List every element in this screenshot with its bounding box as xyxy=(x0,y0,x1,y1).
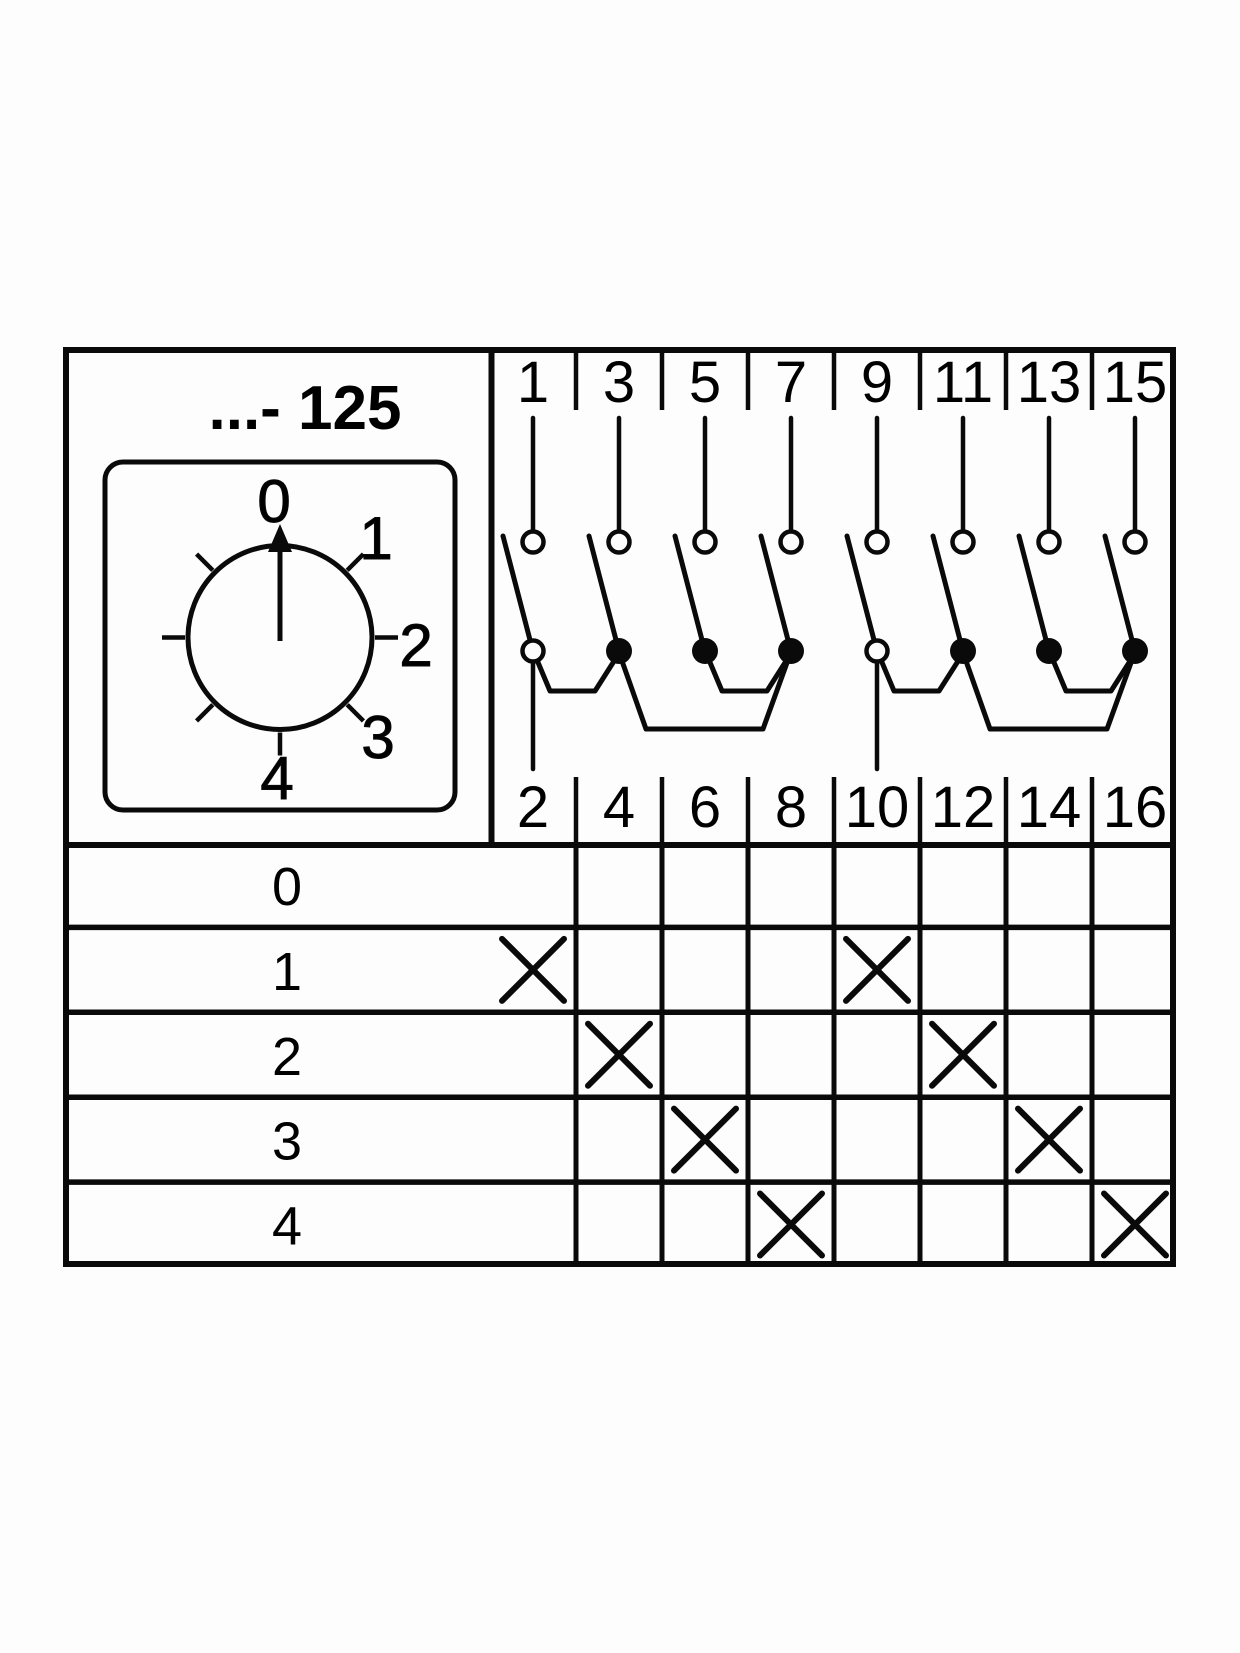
pole-7-8 xyxy=(761,418,791,640)
bridge-link-deep-4-8 xyxy=(622,660,788,729)
top-terminal-label-13: 13 xyxy=(1016,350,1082,415)
bottom-contact-filled-14 xyxy=(1036,638,1062,664)
pole-15-16 xyxy=(1105,418,1135,640)
bottom-terminal-label-14: 14 xyxy=(1016,775,1082,840)
bottom-contact-open-2 xyxy=(523,641,544,662)
x-mark-pos2-contact-4 xyxy=(588,1024,650,1086)
pole-1-2 xyxy=(503,418,533,769)
bridge-link-deep-12-16 xyxy=(966,660,1132,729)
top-contact-open-5 xyxy=(695,532,716,553)
bottom-terminal-label-2: 2 xyxy=(516,775,550,840)
bottom-terminal-label-16: 16 xyxy=(1102,775,1168,840)
dial-tick xyxy=(197,554,213,570)
x-mark-pos1-contact-2 xyxy=(502,939,564,1001)
top-terminal-label-7: 7 xyxy=(774,350,808,415)
top-contact-open-9 xyxy=(867,532,888,553)
x-mark-pos4-contact-16 xyxy=(1104,1194,1166,1256)
table-row-2 xyxy=(272,1024,994,1087)
top-terminal-label-15: 15 xyxy=(1102,350,1168,415)
top-contact-open-3 xyxy=(609,532,630,553)
rotary-dial xyxy=(105,462,455,812)
bottom-terminal-label-8: 8 xyxy=(774,775,808,840)
bottom-terminal-label-10: 10 xyxy=(844,775,910,840)
bottom-terminal-label-6: 6 xyxy=(688,775,722,840)
bottom-contact-filled-16 xyxy=(1122,638,1148,664)
pole-9-10 xyxy=(847,418,877,769)
pole-13-14 xyxy=(1019,418,1049,640)
top-terminal-label-3: 3 xyxy=(602,350,636,415)
pole-5-6 xyxy=(675,418,705,640)
dial-position-label-1: 1 xyxy=(359,505,393,572)
table-row-1 xyxy=(272,939,908,1002)
top-contact-open-15 xyxy=(1125,532,1146,553)
bottom-terminal-label-4: 4 xyxy=(602,775,636,840)
terminal-labels xyxy=(517,350,1167,840)
top-terminal-label-11: 11 xyxy=(932,350,994,415)
row-label-3: 3 xyxy=(271,1111,303,1172)
bottom-terminal-label-12: 12 xyxy=(930,775,996,840)
pole-3-4 xyxy=(589,418,619,640)
top-contact-open-7 xyxy=(781,532,802,553)
switch-table-rows xyxy=(272,857,1166,1257)
top-contact-open-1 xyxy=(523,532,544,553)
x-mark-pos4-contact-8 xyxy=(760,1194,822,1256)
x-mark-pos3-contact-14 xyxy=(1018,1109,1080,1171)
x-mark-pos2-contact-12 xyxy=(932,1024,994,1086)
bottom-contact-filled-8 xyxy=(778,638,804,664)
row-label-1: 1 xyxy=(271,941,303,1002)
top-terminal-label-9: 9 xyxy=(860,350,894,415)
x-mark-pos3-contact-6 xyxy=(674,1109,736,1171)
bottom-contact-open-10 xyxy=(867,641,888,662)
pole-11-12 xyxy=(933,418,963,640)
switch-model-title: ...- 125 xyxy=(208,374,402,443)
table-row-4 xyxy=(272,1194,1166,1257)
table-row-3 xyxy=(272,1109,1080,1172)
table-row-0 xyxy=(272,857,302,917)
top-terminal-label-5: 5 xyxy=(688,350,722,415)
row-label-0: 0 xyxy=(271,856,303,917)
dial-position-label-4: 4 xyxy=(260,745,294,812)
bottom-contact-filled-12 xyxy=(950,638,976,664)
dial-tick xyxy=(197,705,213,721)
top-terminal-label-1: 1 xyxy=(516,350,550,415)
bridge-link-shallow-2-4 xyxy=(537,658,616,691)
bridge-link-shallow-10-12 xyxy=(881,658,960,691)
dial-position-label-0: 0 xyxy=(257,468,291,535)
top-contact-open-11 xyxy=(953,532,974,553)
row-label-4: 4 xyxy=(271,1196,303,1257)
x-mark-pos1-contact-10 xyxy=(846,939,908,1001)
bottom-contact-filled-6 xyxy=(692,638,718,664)
row-label-2: 2 xyxy=(271,1026,303,1087)
dial-position-label-3: 3 xyxy=(361,704,395,771)
contact-poles xyxy=(503,418,1148,769)
bottom-contact-filled-4 xyxy=(606,638,632,664)
dial-position-label-2: 2 xyxy=(399,612,433,679)
top-contact-open-13 xyxy=(1039,532,1060,553)
